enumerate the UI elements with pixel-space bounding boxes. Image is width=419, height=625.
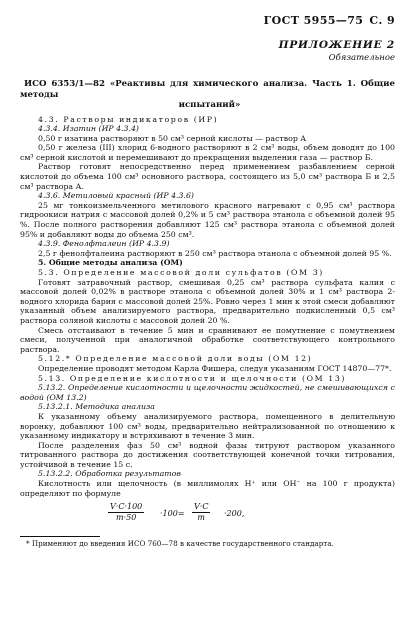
page-header	[20, 14, 395, 27]
paragraph: Определение проводят методом Карла Фишера, следуя указаниям ГОСТ 14870—77*.	[38, 363, 392, 373]
paragraph: Смесь отстаивают в течение 5 мин и сравнивают ее помутнение с помутнением смеси, полученной при аналогичной обработке соответствующего контрольного раствора.	[20, 325, 395, 354]
formula-operator: ·100=	[160, 509, 185, 519]
subsection-heading: 5.3. Определение массовой доли сульфатов (ОМ 3)	[38, 268, 324, 277]
paragraph: 2,5 г фенолфталеина растворяют в 250 см³ раствора этанола с объемной долей 95 %.	[38, 248, 392, 258]
document-body	[20, 115, 395, 549]
footnote: * Применяют до введения ИСО 760—78 в качестве государственного стандарта.	[26, 539, 334, 549]
section-heading: 4.3. Растворы индикаторов (ИР)	[38, 114, 219, 124]
page-number: С. 9	[369, 14, 395, 27]
paragraph: 0,50 г железа (III) хлорид 6-водного растворяют в 2 см³ воды, объем доводят до 100 см³ серной кислотой и перемешивают до прекращения выделения газа — раствор Б.	[20, 143, 395, 162]
subsection-heading: 5.13.2.1. Методика анализа	[38, 402, 155, 412]
paragraph: После разделения фаз 50 см³ водной фазы титруют раствором указанного титрованного раствора до достижения соответствующей конечной точки титрования, устойчивой в течение 15 с.	[20, 440, 395, 469]
paragraph: Готовят затравочный раствор, смешивая 0,25 см³ раствора сульфата калия с массовой долей 0,02% в растворе этанола с объемной долей 30% и 1 см³ раствора 2-водного хлорида бария с массовой долей 25%. Ровно через 1 мин к этой смеси добавляют указанный объем анализируемого раствора, предварительно подкисленный 0,5 см³ раствора соляной кислоты с массовой долей 20 %.	[20, 277, 395, 325]
formula-numerator-1: V·C·100	[110, 502, 143, 512]
paragraph: Кислотность или щелочность (в миллимолях H⁺ или OH⁻ на 100 г продукта) определяют по формуле	[20, 479, 395, 498]
paragraph: 25 мг тонкоизмельченного метилового красного нагревают с 0,95 см³ раствора гидроокиси натрия с массовой долей 0,2% и 5 см³ раствора этанола с объемной долей 95 %. После полного растворения добавляют 125 см³ раствора этанола с объемной долей 95% и добавляют воды до объема 250 см³.	[20, 200, 395, 239]
subsection-heading: 4.3.4. Изатин (ИР 4.3.4)	[38, 124, 139, 134]
formula	[20, 500, 395, 530]
formula-numerator-2: V·C	[194, 502, 209, 512]
appendix-status: Обязательное	[328, 53, 395, 63]
formula-tail: ·200,	[224, 509, 245, 519]
appendix-title: ПРИЛОЖЕНИЕ 2	[278, 39, 395, 51]
formula-fraction-2	[192, 502, 210, 522]
formula-denominator-1: m·50	[115, 512, 137, 522]
formula-fraction-1	[108, 502, 144, 522]
formula-denominator-2: m	[197, 512, 206, 522]
paragraph: К указанному объему анализируемого раствора, помещенного в делительную воронку, добавляют 100 см³ воды, предварительно нейтрализованной по отношению к указанному индикатору и встряхивают в течение 3 мин.	[20, 411, 395, 441]
title-line-1: ИСО 6353/1—82 «Реактивы для химического анализа. Часть 1. Общие методы	[20, 79, 395, 100]
paragraph: 0,50 г изатина растворяют в 50 см³ серной кислоты — раствор А	[38, 133, 307, 143]
paragraph: Раствор готовят непосредственно перед применением разбавлением серной кислотой до объема 100 см³ основного раствора, состоящего из 5,0 см³ раствора Б и 2,5 см³ раствора А.	[20, 162, 395, 191]
document-title	[20, 79, 395, 111]
title-line-2: испытаний»	[178, 100, 241, 110]
standard-number: ГОСТ 5955—75	[263, 14, 364, 27]
footnote-divider	[20, 536, 100, 537]
section-heading: 5. Общие методы анализа (ОМ)	[38, 258, 183, 268]
subsection-heading: 5.12.* Определение массовой доли воды (ОМ 12)	[38, 354, 313, 364]
subsection-heading: 5.13.2.2. Обработка результатов	[38, 469, 181, 479]
subsection-heading: 5.13.2. Определение кислотности и щелочности жидкостей, не смешивающихся с водой (ОМ 13.2)	[20, 383, 395, 402]
subsection-heading: 4.3.6. Метиловый красный (ИР 4.3.6)	[38, 191, 194, 201]
subsection-heading: 5.13. Определение кислотности и щелочности (ОМ 13)	[38, 373, 347, 383]
subsection-heading: 4.3.9. Фенолфталеин (ИР 4.3.9)	[38, 239, 170, 249]
